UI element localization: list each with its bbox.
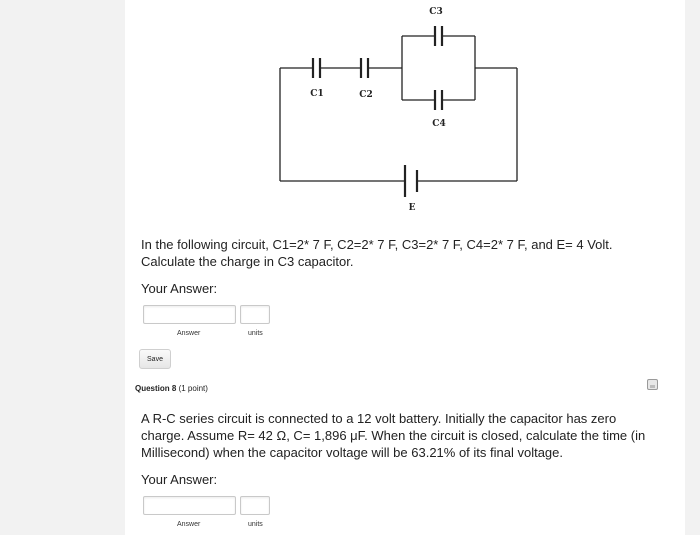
answer-input[interactable]	[143, 305, 236, 324]
label-c4: C4	[432, 119, 446, 129]
label-e: E	[408, 203, 416, 213]
label-c2: C2	[359, 90, 373, 100]
your-answer-label: Your Answer:	[141, 281, 218, 296]
answer-caption: Answer	[177, 330, 201, 337]
question-8-text: A R-C series circuit is connected to a 12 volt battery. Initially the capacitor has zero charge. Assume R= 42 Ω, C= 1,896 μF. When the circuit is closed, calculate the time (in Millisecond) when the capacitor voltage will be 63.21% of its final voltage.	[141, 411, 646, 460]
label-c3: C3	[429, 7, 443, 17]
circuit-diagram	[262, 0, 542, 228]
label-c1: C1	[310, 89, 324, 99]
question-7-text: In the following circuit, C1=2* 7 F, C2=2* 7 F, C3=2* 7 F, C4=2* 7 F, and E= 4 Volt. Calculate the charge in C3 capacitor.	[141, 237, 613, 269]
units-caption-q8: units	[248, 521, 263, 528]
units-input[interactable]	[240, 305, 270, 324]
question-8-header	[135, 384, 208, 393]
units-input-q8[interactable]	[240, 496, 270, 515]
question-8-points: (1 point)	[178, 384, 208, 393]
save-disk-icon[interactable]	[647, 379, 658, 390]
save-button[interactable]: Save	[139, 349, 171, 369]
answer-caption-q8: Answer	[177, 521, 201, 528]
question-8-title: Question 8	[135, 384, 177, 393]
your-answer-label-q8: Your Answer:	[141, 472, 218, 487]
answer-input-q8[interactable]	[143, 496, 236, 515]
units-caption: units	[248, 330, 263, 337]
